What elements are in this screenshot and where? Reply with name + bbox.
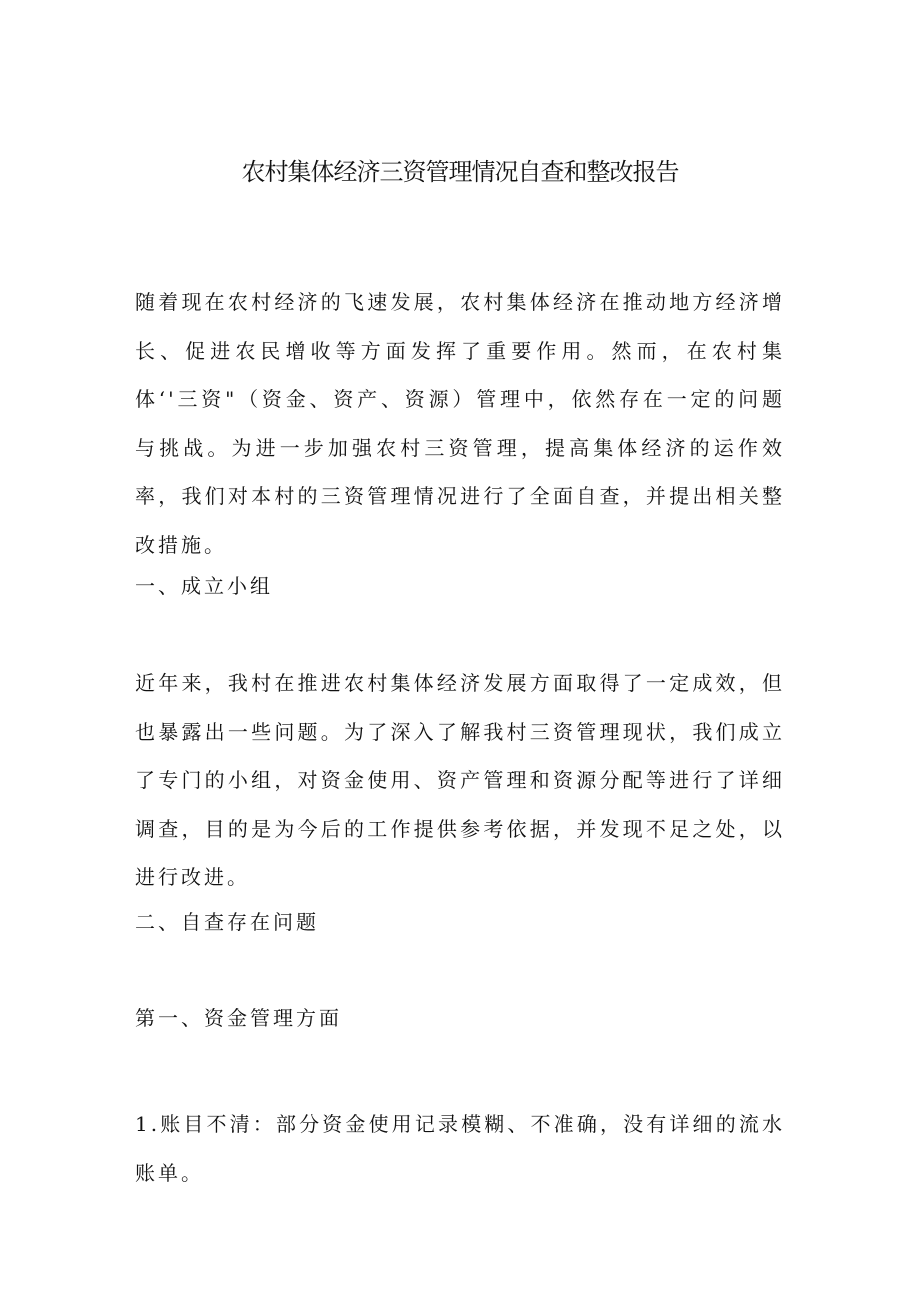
subsection-heading-fund-management: 第一、资金管理方面	[135, 1006, 342, 1030]
section-establish-group-body: 近年来，我村在推进农村集体经济发展方面取得了一定成效，但也暴露出一些问题。为了深入了解我村三资管理现状，我们成立了专门的小组，对资金使用、资产管理和资源分配等进行了详细调查，目的是为今后的工作提供参考依据，并发现不足之处，以进行改进。	[135, 671, 785, 889]
issue-item-unclear-accounts: 1.账目不清：部分资金使用记录模糊、不准确，没有详细的流水账单。	[135, 1112, 785, 1185]
intro-paragraph: 随着现在农村经济的飞速发展，农村集体经济在推动地方经济增长、促进农民增收等方面发挥了重要作用。然而，在农村集体‘'三资"（资金、资产、资源）管理中，依然存在一定的问题与挑战。为进一步加强农村三资管理，提高集体经济的运作效率，我们对本村的三资管理情况进行了全面自查，并提出相关整改措施。	[135, 290, 785, 557]
section-heading-self-inspection-issues: 二、自查存在问题	[135, 910, 319, 934]
document-title: 农村集体经济三资管理情况自查和整改报告	[241, 158, 679, 186]
section-heading-establish-group: 一、成立小组	[135, 574, 273, 598]
